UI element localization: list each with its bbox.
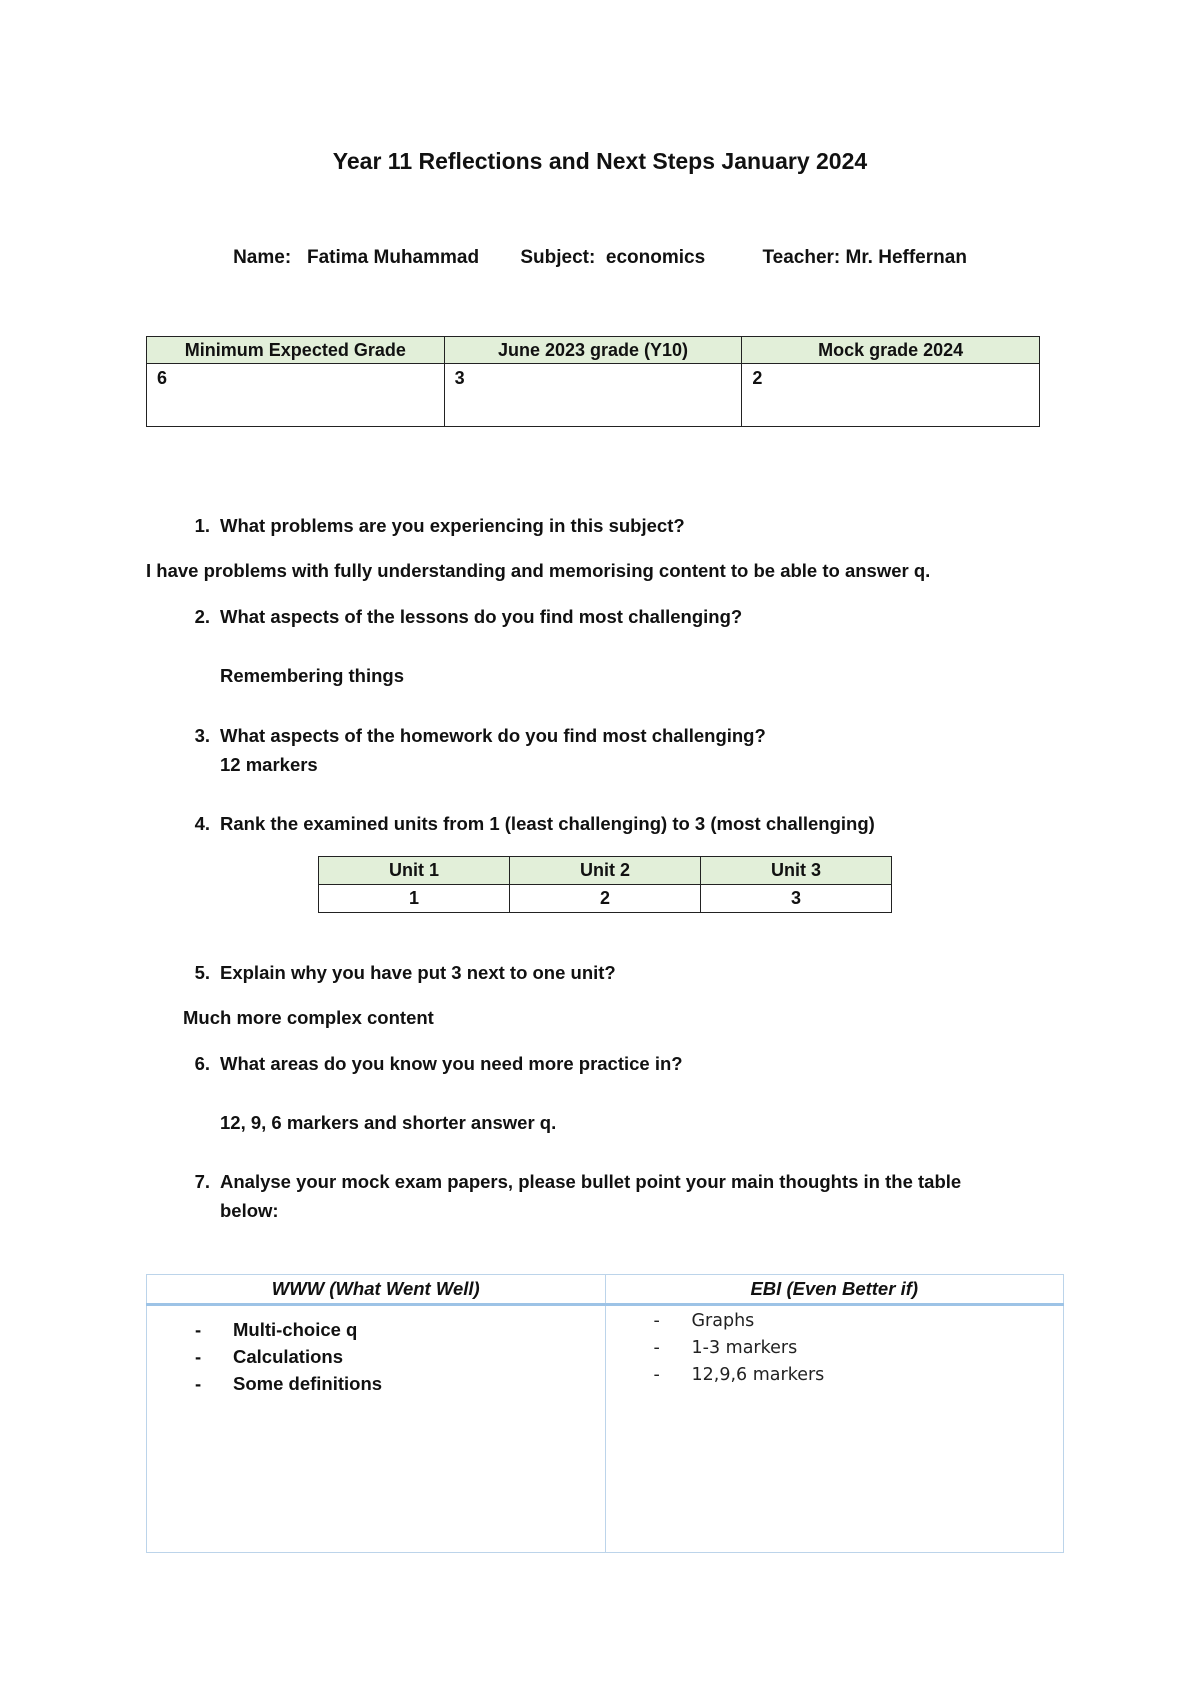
dash-marker: - <box>195 1373 202 1394</box>
grades-table <box>146 336 1040 427</box>
subject-label: Subject: <box>520 247 596 268</box>
units-header-row <box>319 857 892 885</box>
question-text: What problems are you experiencing in this subject? <box>220 515 685 536</box>
question-number: 3. <box>194 725 210 746</box>
reflection-header-row <box>147 1275 1064 1305</box>
question-3 <box>194 725 766 747</box>
answer-2: Remembering things <box>220 665 404 686</box>
question-text: What aspects of the homework do you find most challenging? <box>220 725 766 746</box>
question-number: 2. <box>194 606 210 627</box>
answer-6: 12, 9, 6 markers and shorter answer q. <box>220 1112 557 1133</box>
units-rank-row <box>319 885 892 913</box>
grades-header-cell: Minimum Expected Grade <box>147 337 445 364</box>
list-item-text: Some definitions <box>233 1373 383 1394</box>
list-item-text: 12,9,6 markers <box>691 1365 825 1385</box>
question-number: 1. <box>194 515 210 536</box>
grades-value-cell: 6 <box>147 364 445 427</box>
ebi-header: EBI (Even Better if) <box>605 1275 1064 1305</box>
list-item <box>654 1308 825 1335</box>
www-list <box>195 1316 382 1397</box>
grades-value-cell: 2 <box>742 364 1040 427</box>
dash-marker: - <box>653 1311 660 1331</box>
list-item-text: 1-3 markers <box>691 1338 798 1358</box>
name-label: Name: <box>233 247 292 268</box>
question-text: What aspects of the lessons do you find most challenging? <box>220 606 743 627</box>
question-7-continued: below: <box>220 1200 279 1221</box>
grades-header-cell: Mock grade 2024 <box>742 337 1040 364</box>
list-item-text: Graphs <box>691 1311 755 1331</box>
ebi-list <box>654 1308 825 1389</box>
list-item <box>654 1335 825 1362</box>
list-item <box>654 1362 825 1389</box>
dash-marker: - <box>195 1319 202 1340</box>
question-text: Analyse your mock exam papers, please bullet point your main thoughts in the table <box>220 1171 962 1192</box>
answer-1: I have problems with fully understanding and memorising content to be able to answer q. <box>146 560 931 581</box>
question-7 <box>194 1171 962 1193</box>
grades-header-row <box>147 337 1040 364</box>
question-number: 4. <box>194 813 210 834</box>
list-item-text: Multi-choice q <box>233 1319 358 1340</box>
reflection-table <box>146 1274 1064 1553</box>
question-text: Explain why you have put 3 next to one unit? <box>220 962 616 983</box>
unit-rank-cell: 3 <box>701 885 892 913</box>
www-cell <box>147 1305 606 1553</box>
question-1 <box>194 515 685 537</box>
unit-header-cell: Unit 1 <box>319 857 510 885</box>
dash-marker: - <box>653 1338 660 1358</box>
question-text: What areas do you know you need more practice in? <box>220 1053 683 1074</box>
question-number: 5. <box>194 962 210 983</box>
dash-marker: - <box>653 1365 660 1385</box>
list-item <box>195 1343 382 1370</box>
answer-5: Much more complex content <box>183 1007 434 1028</box>
question-number: 6. <box>194 1053 210 1074</box>
student-info <box>0 247 1200 269</box>
list-item-text: Calculations <box>233 1346 343 1367</box>
question-text: Rank the examined units from 1 (least challenging) to 3 (most challenging) <box>220 813 875 834</box>
teacher-info: Teacher: Mr. Heffernan <box>762 247 967 268</box>
dash-marker: - <box>195 1346 202 1367</box>
question-number: 7. <box>194 1171 210 1192</box>
answer-3: 12 markers <box>220 754 318 775</box>
question-5 <box>194 962 616 984</box>
name-value: Fatima Muhammad <box>307 247 480 268</box>
grades-header-cell: June 2023 grade (Y10) <box>444 337 742 364</box>
unit-rank-cell: 1 <box>319 885 510 913</box>
units-table <box>318 856 892 913</box>
www-header: WWW (What Went Well) <box>147 1275 606 1305</box>
ebi-cell <box>605 1305 1064 1553</box>
question-6 <box>194 1053 683 1075</box>
unit-header-cell: Unit 3 <box>701 857 892 885</box>
unit-header-cell: Unit 2 <box>510 857 701 885</box>
unit-rank-cell: 2 <box>510 885 701 913</box>
grades-value-row <box>147 364 1040 427</box>
page-title: Year 11 Reflections and Next Steps January 2024 <box>332 148 868 174</box>
subject-value: economics <box>605 247 706 268</box>
list-item <box>195 1316 382 1343</box>
question-2 <box>194 606 743 628</box>
list-item <box>195 1370 382 1397</box>
question-4 <box>194 813 875 835</box>
reflection-body-row <box>147 1305 1064 1553</box>
grades-value-cell: 3 <box>444 364 742 427</box>
